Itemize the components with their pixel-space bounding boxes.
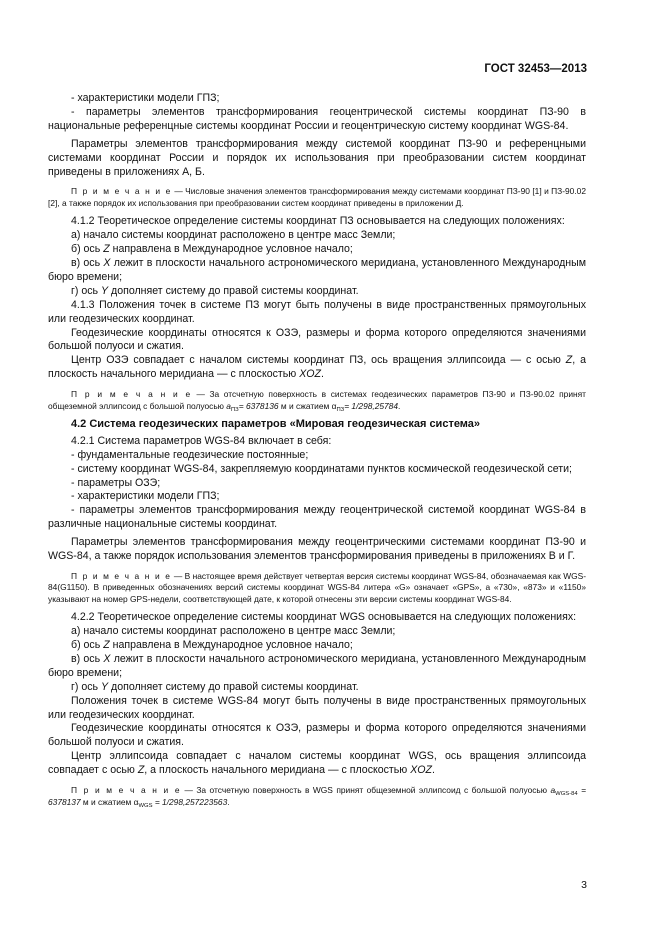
paragraph: Положения точек в системе WGS-84 могут быть получены в виде пространственных прямоугольных или геодезических координат.	[48, 694, 586, 721]
note-text: — Числовые значения элементов трансформирования между системами координат ПЗ-90 [1] и ПЗ-90.02 [2], а также порядок их использования при преобразовании систем координат приведены в приложении Д.	[48, 186, 586, 208]
paragraph: Центр эллипсоида совпадает с началом системы координат WGS, ось вращения эллипсоида совпадает с осью Z, а плоскость начального меридиана — с плоскостью XOZ.	[48, 750, 586, 777]
bullet-item: - параметры элементов трансформирования между геоцентрической системой координат WGS-84 в различные национальные системы координат.	[48, 504, 586, 531]
note-label: П р и м е ч а н и е	[71, 389, 192, 400]
note-label: П р и м е ч а н и е	[71, 571, 172, 581]
paragraph: а) начало системы координат расположено в центре масс Земли;	[71, 625, 396, 638]
paragraph: Параметры элементов трансформирования между геоцентрическими системами координат ПЗ-90 и WGS-84, а также порядок использования элементов трансформирования приведены в приложениях В и Г.	[48, 536, 586, 563]
paragraph: Центр ОЗЭ совпадает с началом системы координат ПЗ, ось вращения эллипсоида — с осью Z, а плоскость начального меридиана — с плоскостью XOZ.	[48, 354, 586, 381]
bullet-item: - фундаментальные геодезические постоянные;	[71, 448, 309, 461]
paragraph: Геодезические координаты относятся к ОЗЭ, размеры и форма которого определяются значениями большой полуоси и сжатия.	[48, 326, 586, 353]
paragraph: г) ось Y дополняет систему до правой системы координат.	[71, 680, 359, 693]
paragraph: б) ось Z направлена в Международное условное начало;	[71, 243, 353, 256]
paragraph: Параметры элементов трансформирования между системой координат ПЗ-90 и референцными системами координат России и порядок их использования при преобразовании систем координат приведены в приложениях А, Б.	[48, 137, 586, 178]
paragraph: 4.2.1 Система параметров WGS-84 включает в себя:	[71, 434, 332, 447]
paragraph: 4.2.2 Теоретическое определение системы координат WGS основывается на следующих положениях:	[71, 611, 577, 624]
note-label: П р и м е ч а н и е	[71, 785, 182, 796]
note	[48, 186, 586, 209]
page-number: 3	[581, 879, 587, 891]
paragraph: б) ось Z направлена в Международное условное начало;	[71, 639, 353, 652]
bullet-item: - параметры ОЗЭ;	[71, 476, 161, 489]
note-text: — За отсчетную поверхность в WGS принят общеземной эллипсоид с большой полуосью $a_{WGS-84} = 6378137$ м и сжатием $\alpha_{WGS} = 1/298,257223563$.	[48, 785, 586, 809]
paragraph: в) ось X лежит в плоскости начального астрономического меридиана, установленного Международным бюро времени;	[48, 652, 586, 679]
paragraph: Геодезические координаты относятся к ОЗЭ, размеры и форма которого определяются значениями большой полуоси и сжатия.	[48, 722, 586, 749]
paragraph: г) ось Y дополняет систему до правой системы координат.	[71, 284, 359, 297]
bullet-item: - систему координат WGS-84, закрепляемую координатами пунктов космической геодезической сети;	[71, 462, 572, 475]
paragraph: 4.1.3 Положения точек в системе ПЗ могут быть получены в виде пространственных прямоугольных или геодезических координат.	[48, 298, 586, 325]
note-label: П р и м е ч а н и е	[71, 186, 172, 197]
note-text: — В настоящее время действует четвертая версия системы координат WGS-84, обозначаемая как WGS-84(G1150). В приведенных обозначениях версий системы координат WGS-84 литера «G» означает «GPS», а «730», «873» и «1150» указывают на номер GPS-недели, соответствующей дате, к которой отнесены эти версии системы координат WGS-84.	[48, 571, 586, 604]
bullet-item: - характеристики модели ГПЗ;	[71, 92, 220, 104]
paragraph: 4.1.2 Теоретическое определение системы координат ПЗ основывается на следующих положениях:	[71, 215, 565, 228]
note	[48, 785, 586, 808]
section-heading: 4.2 Система геодезических параметров «Мировая геодезическая система»	[71, 417, 481, 430]
document-body	[48, 92, 586, 814]
paragraph: в) ось X лежит в плоскости начального астрономического меридиана, установленного Международным бюро времени;	[48, 256, 586, 283]
note	[48, 571, 586, 605]
note-text: — За отсчетную поверхность в системах геодезических параметров ПЗ-90 и ПЗ-90.02 принят общеземной эллипсоид с большой полуосью $a_{ПЗ}= 6378136$ м и сжатием $\alpha_{ПЗ}= 1/298,25784$.	[48, 389, 586, 413]
document-code: ГОСТ 32453—2013	[484, 63, 587, 75]
bullet-item: - параметры элементов трансформирования геоцентрической системы координат ПЗ-90 в национальные референцные системы координат России и геоцентрическую систему координат WGS-84.	[48, 105, 586, 132]
paragraph: а) начало системы координат расположено в центре масс Земли;	[71, 229, 396, 242]
note	[48, 389, 586, 412]
bullet-item: - характеристики модели ГПЗ;	[71, 490, 220, 503]
